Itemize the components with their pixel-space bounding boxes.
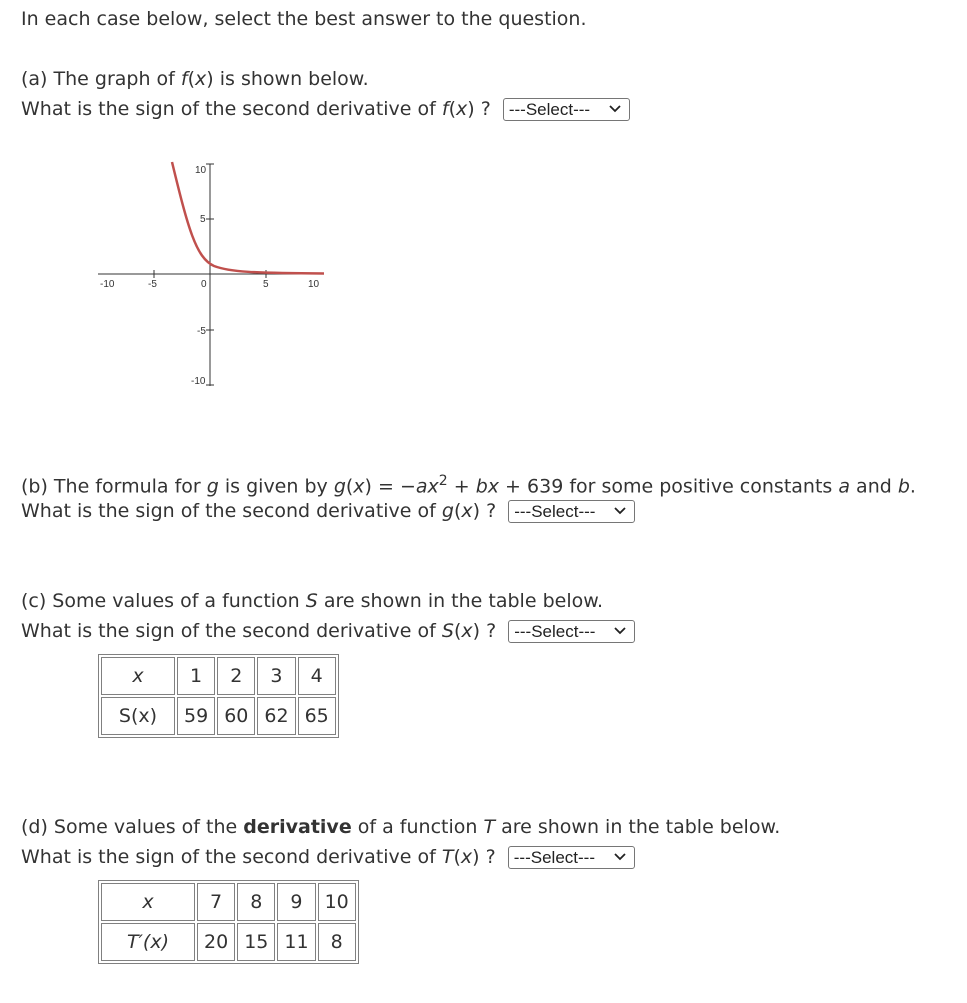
question-b-line1: (b) The formula for g is given by $g(x) = -ax^2$ + bx + 639 for some positive constants a and b. <box>21 473 916 498</box>
y-tick-label: 10 <box>195 165 207 176</box>
instructions: In each case below, select the best answer to the question. <box>21 8 587 30</box>
question-c-line1: (c) Some values of a function S are shown in the table below. <box>21 590 604 612</box>
table-t-derivative-values <box>98 880 359 964</box>
graph-f <box>92 158 332 390</box>
chevron-down-icon <box>614 852 626 862</box>
answer-b-select[interactable]: ---Select--- <box>508 500 635 523</box>
question-a-line2: What is the sign of the second derivative of f(x) ? ---Select--- <box>21 97 630 121</box>
table-s-values <box>98 654 339 738</box>
chevron-down-icon <box>614 626 626 636</box>
chevron-down-icon <box>609 104 621 114</box>
answer-d-select[interactable]: ---Select--- <box>508 846 635 869</box>
x-tick-label: -5 <box>148 279 157 290</box>
question-b-line2: What is the sign of the second derivative of g(x) ? ---Select--- <box>21 499 635 523</box>
y-tick-label: 5 <box>200 214 206 225</box>
answer-a-select[interactable]: ---Select--- <box>503 98 630 121</box>
table-row: x 7 8 9 10 <box>101 883 356 921</box>
question-c-line2: What is the sign of the second derivative of S(x) ? ---Select--- <box>21 619 635 643</box>
answer-c-select[interactable]: ---Select--- <box>508 620 635 643</box>
x-tick-label: -10 <box>100 279 115 290</box>
table-row: x 1 2 3 4 <box>101 657 336 695</box>
question-d-line1: (d) Some values of the derivative of a function T are shown in the table below. <box>21 816 781 838</box>
table-row: S(x) 59 60 62 65 <box>101 697 336 735</box>
question-d-line2: What is the sign of the second derivative of T(x) ? ---Select--- <box>21 845 635 869</box>
question-a-line1: (a) The graph of f(x) is shown below. <box>21 68 369 90</box>
function-curve <box>172 162 324 274</box>
table-row: T′(x) 20 15 11 8 <box>101 923 356 961</box>
y-tick-label: -10 <box>191 376 206 387</box>
x-tick-label: 10 <box>308 279 320 290</box>
chevron-down-icon <box>614 506 626 516</box>
x-tick-label: 5 <box>263 279 269 290</box>
y-tick-label: -5 <box>197 326 206 337</box>
x-tick-label: 0 <box>201 279 207 290</box>
